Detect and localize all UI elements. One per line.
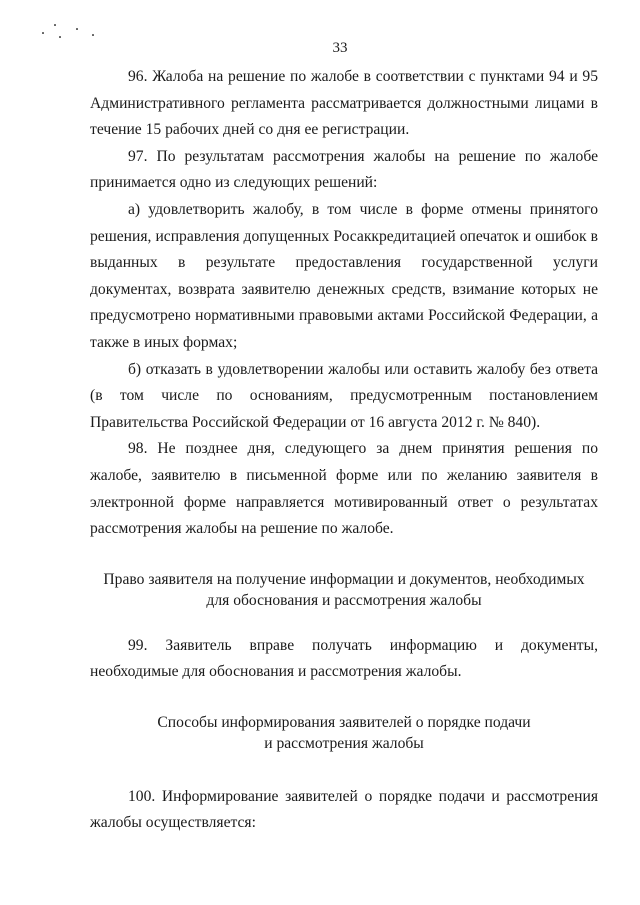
section-heading-rights (90, 569, 598, 611)
paragraph-99: 99. Заявитель вправе получать информацию и документы, необходимые для обоснования и рассмотрения жалобы. (90, 636, 598, 681)
document-body (90, 64, 598, 837)
paragraph-96: 96. Жалоба на решение по жалобе в соответствии с пунктами 94 и 95 Административного регламента рассматривается должностными лицами в течение 15 рабочих дней со дня ее регистрации. (90, 68, 598, 139)
paragraph-97-b: б) отказать в удовлетворении жалобы или оставить жалобу без ответа (в том числе по основаниям, предусмотренным постановлением Правительства Российской Федерации от 16 августа 2012 г. № 840). (90, 360, 598, 431)
section-heading-rights-line2: для обоснования и рассмотрения жалобы (206, 591, 482, 609)
paragraph-98: 98. Не позднее дня, следующего за днем принятия решения по жалобе, заявителю в письменной форме или по желанию заявителя в электронной форме направляется мотивированный ответ о результатах рассмотрения жалобы на решение по жалобе. (90, 440, 598, 538)
section-heading-rights-line1: Право заявителя на получение информации и документов, необходимых (103, 570, 585, 588)
paragraph-97-a: а) удовлетворить жалобу, в том числе в форме отмены принятого решения, исправления допущенных Росаккредитацией опечаток и ошибок в выданных в результате предоставления государственной услуги документах, возврата заявителю денежных средств, взимание которых не предусмотрено нормативными правовыми актами Российской Федерации, а также в иных формах; (90, 200, 598, 351)
section-heading-informing-line2: и рассмотрения жалобы (264, 734, 424, 752)
scan-specks (40, 18, 110, 42)
page-number: 33 (332, 40, 348, 56)
section-heading-informing-line1: Способы информирования заявителей о порядке подачи (157, 713, 531, 731)
paragraph-100: 100. Информирование заявителей о порядке подачи и рассмотрения жалобы осуществляется: (90, 787, 598, 832)
paragraph-97: 97. По результатам рассмотрения жалобы на решение по жалобе принимается одно из следующих решений: (90, 147, 598, 192)
section-heading-informing (90, 712, 598, 754)
